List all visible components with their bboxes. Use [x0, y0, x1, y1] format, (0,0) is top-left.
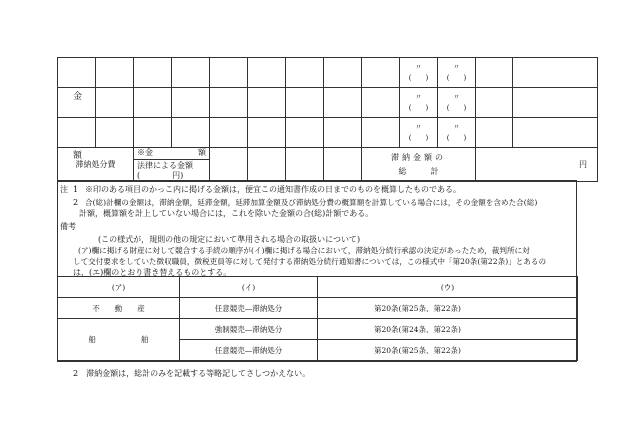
header-u: (ウ): [318, 277, 578, 298]
gaku-label: 額: [198, 148, 206, 157]
paren-mark: ( ): [446, 103, 467, 112]
ditto-mark: 〃: [415, 92, 422, 101]
row-i: 任意競売—滞納処分: [180, 298, 318, 319]
table-row: [58, 319, 578, 340]
yen-label: 円: [579, 160, 587, 169]
ditto-mark: 〃: [415, 62, 422, 71]
ditto-mark: 〃: [453, 122, 460, 131]
reference-table: [57, 276, 578, 361]
table-row: [58, 88, 598, 118]
table-row: [58, 298, 578, 319]
total-yen-cell: [476, 148, 598, 182]
paren-mark: ( ): [408, 103, 429, 112]
paren-yen-label: ( 円): [137, 171, 184, 180]
sokei-label: 総 計: [398, 166, 439, 176]
header-a: (ア): [58, 277, 180, 298]
row-u: 第20条(第25条、第22条): [318, 340, 578, 361]
taino-shobunhi-label: 滞納処分費: [58, 148, 134, 182]
ditto-cell: [400, 58, 438, 88]
row-u: 第20条(第24条、第22条): [318, 319, 578, 340]
biko-2c: は，(エ)欄のとおり書き替えるものとする。: [73, 268, 232, 277]
row-i: 任意競売—滞納処分: [180, 340, 318, 361]
total-label-cell: [362, 148, 476, 182]
paren-mark: ( ): [446, 73, 467, 82]
biko-label: 備考: [60, 222, 76, 231]
note-2-num: 2: [73, 198, 79, 207]
taino-kingaku-label: 滞納金額の: [391, 152, 446, 162]
horitsu-label: 法律による金額: [137, 161, 193, 170]
note-chu: 注: [60, 185, 68, 194]
ref-header-row: [58, 277, 578, 298]
table-row: [58, 58, 598, 88]
kome-kin-label: ※金: [137, 148, 153, 157]
paren-mark: ( ): [408, 73, 429, 82]
note-1: ※印のある項目のかっこ内に掲げる金額は，便宜この通知書作成の日までのものを概算したものである。: [85, 185, 461, 194]
note-2b: 計額，概算額を計上していない場合には，これを除いた金額の合(総)計額である。: [79, 209, 374, 218]
ditto-mark: 〃: [453, 62, 460, 71]
amount-table: [57, 57, 598, 182]
fudosan-label: 不 動 産: [58, 298, 180, 319]
ditto-cell: [438, 118, 476, 148]
ditto-cell: [438, 58, 476, 88]
side-label-gaku: 額: [73, 151, 83, 161]
row-u: 第20条(第25条、第22条): [318, 298, 578, 319]
table-row: [58, 118, 598, 148]
ditto-cell: [400, 88, 438, 118]
note-1-num: 1: [73, 185, 79, 194]
note-2a: 合(総)計欄の金額は，滞納金額，延滞金額，延滞加算金額及び滞納処分費の概算額を計算している場合には，その金額を含めた合(総): [85, 198, 538, 207]
side-label-kin: 金: [73, 92, 83, 102]
header-i: (イ): [180, 277, 318, 298]
sempaku-label: 船 舶: [58, 319, 180, 361]
totals-row: [58, 148, 598, 182]
final-note: 2 滞納金額は，総計のみを記載する等略記してさしつかえない。: [73, 369, 311, 378]
ditto-mark: 〃: [453, 92, 460, 101]
biko-2a: (ア)欄に掲げる財産に対して競合する手続の順序が(イ)欄に掲げる場合において，滞納処分続行承認の決定があったため，裁判所に対: [78, 246, 530, 255]
ditto-cell: [438, 88, 476, 118]
ditto-cell: [400, 118, 438, 148]
biko-2b: して交付要求をしていた徴収職員，徴税吏員等に対して発付する滞納処分続行通知書については，この様式中「第20条(第22条)」とあるの: [73, 257, 547, 266]
paren-mark: ( ): [446, 133, 467, 142]
biko-1: (この様式が，規則の他の規定において準用される場合の取扱いについて): [98, 235, 361, 244]
estimated-amount-cell: [134, 148, 210, 182]
paren-mark: ( ): [408, 133, 429, 142]
row-i: 強制競売—滞納処分: [180, 319, 318, 340]
ditto-mark: 〃: [415, 122, 422, 131]
